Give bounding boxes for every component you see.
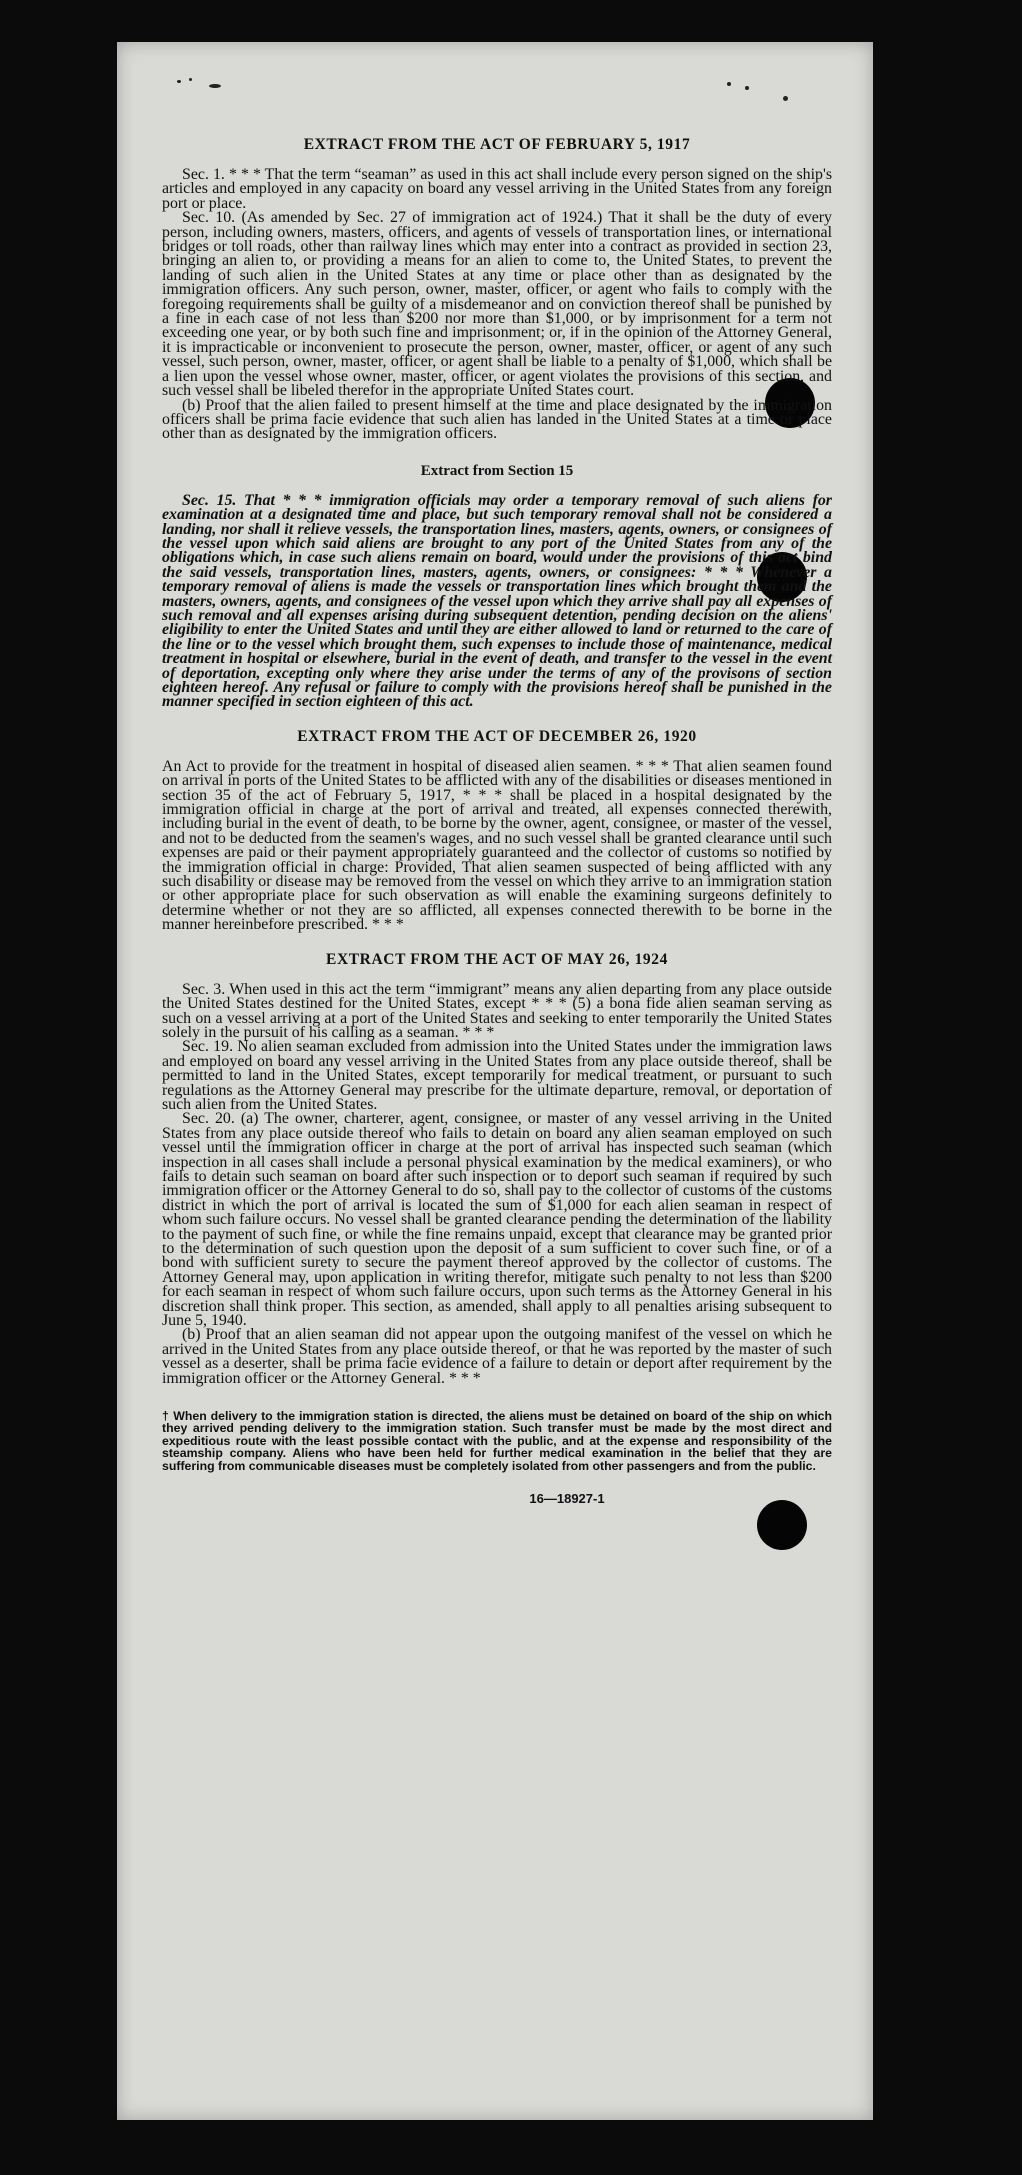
document-page bbox=[117, 42, 873, 2120]
document-body bbox=[162, 130, 832, 1507]
punch-hole bbox=[757, 1500, 807, 1550]
section-act-1924 bbox=[162, 951, 832, 1386]
footnote-text: † When delivery to the immigration station is directed, the aliens must be detained on board of the ship on which they arrived pending delivery to the immigration station. Such transfer must be made by the most direct and expeditious route with the least possible contact with the public, and at the expense and responsibility of the steamship company. Aliens who have been held for further medical examination in the belief that they are suffering from communicable diseases must be completely isolated from other passengers and from the public. bbox=[162, 1409, 832, 1473]
ink-speck bbox=[209, 84, 221, 88]
section-heading: EXTRACT FROM THE ACT OF FEBRUARY 5, 1917 bbox=[303, 136, 691, 153]
section-heading: EXTRACT FROM THE ACT OF MAY 26, 1924 bbox=[326, 950, 668, 968]
paragraph: Sec. 19. No alien seaman excluded from admission into the United States under the immigration laws and employed on board any vessel arriving in the United States from any place outside thereof, shall be permitted to land in the United States, except temporarily for medical treatment, or pursuant to such regulations as the Attorney General may prescribe for the ultimate departure, removal, or deportation of such alien from the United States. bbox=[162, 1038, 832, 1113]
section-act-1920 bbox=[162, 728, 832, 933]
ink-speck bbox=[189, 78, 192, 81]
section-act-1917 bbox=[162, 136, 832, 442]
form-number: 16—18927-1 bbox=[529, 1491, 605, 1507]
section-subheading: Extract from Section 15 bbox=[420, 462, 574, 479]
section-extract-15 bbox=[162, 462, 832, 710]
paragraph: Sec. 3. When used in this act the term “immigrant” means any alien departing from any place outside the United States destined for the United States, except * * * (5) a bona fide alien seaman serving as such on a vessel arriving at a port of the United States and seeking to enter temporarily the United States solely in the pursuit of his calling as a seaman. * * * bbox=[162, 980, 832, 1041]
paragraph: (b) Proof that the alien failed to present himself at the time and place designated by the immigration officers shall be prima facie evidence that such alien has landed in the United States at a time or place other than as designated by the immigration officers. bbox=[162, 396, 832, 443]
section-heading: EXTRACT FROM THE ACT OF DECEMBER 26, 1920 bbox=[297, 727, 697, 745]
ink-speck bbox=[727, 82, 731, 86]
footnote bbox=[162, 1410, 832, 1472]
paragraph: (b) Proof that an alien seaman did not appear upon the outgoing manifest of the vessel on which he arrived in the United States from any place outside thereof, or that he was reported by the master of such vessel as a deserter, shall be prima facie evidence of a failure to detain or deport after requirement by the immigration officer or the Attorney General. * * * bbox=[162, 1326, 832, 1387]
paragraph: Sec. 10. (As amended by Sec. 27 of immigration act of 1924.) That it shall be the duty of every person, including owners, masters, officers, and agents of vessels of transportation lines, or international bridges or toll roads, other than railway lines which may enter into a contract as provided in section 23, bringing an alien to, or providing a means for an alien to come to, the United States, to prevent the landing of such alien in the United States at any time or place other than as designated by the immigration officers. Any such person, owner, master, officer, or agent who fails to comply with the foregoing requirements shall be guilty of a misdemeanor and on conviction thereof shall be punished by a fine in each case of not less than $200 nor more than $1,000, or by imprisonment for a term not exceeding one year, or by both such fine and imprisonment; or, if in the opinion of the Attorney General, it is impracticable or inconvenient to prosecute the person, owner, master, officer, or agent of any such vessel, such person, owner, master, officer, or agent shall be liable to a penalty of $1,000, which shall be a lien upon the vessel whose owner, master, officer, or agent violates the provisions of this section, and such vessel shall be libeled therefor in the appropriate United States court. bbox=[162, 209, 832, 400]
paragraph: Sec. 15. That * * * immigration officials may order a temporary removal of such aliens for examination at a designated time and place, but such temporary removal shall not be considered a landing, nor shall it relieve vessels, the transportation lines, masters, agents, owners, or consignees of the vessel upon which said aliens are brought to any port of the United States from any of the obligations which, in case such aliens remain on board, would under the provisions of this act bind the said vessels, transportation lines, masters, agents, owners, or consignees: * * * Whenever a temporary removal of aliens is made the vessels or transportation lines which brought them and the masters, owners, agents, and consignees of the vessel upon which they arrive shall pay all expenses of such removal and all expenses arising during subsequent detention, pending decision on the aliens' eligibility to enter the United States and until they are either allowed to land or returned to the care of the line or to the vessel which brought them, such expenses to include those of maintenance, medical treatment in hospital or elsewhere, burial in the event of death, and transfer to the vessel in the event of deportation, excepting only where they arise under the terms of any of the provisons of section eighteen hereof. Any refusal or failure to comply with the provisions hereof shall be punished in the manner specified in section eighteen of this act. bbox=[162, 491, 832, 711]
paragraph: Sec. 1. * * * That the term “seaman” as used in this act shall include every person signed on the ship's articles and employed in any capacity on board any vessel arriving in the United States from any foreign port or place. bbox=[162, 166, 832, 212]
paragraph: Sec. 20. (a) The owner, charterer, agent, consignee, or master of any vessel arriving in the United States from any place outside thereof who fails to detain on board any alien seaman employed on such vessel until the immigration officer in charge at the port of arrival has inspected such seaman (which inspection in all cases shall include a personal physical examination by the medical examiners), or who fails to detain such seaman on board after such inspection or to deport such seaman if required by such immigration officer or the Attorney General to do so, shall pay to the collector of customs of the customs district in which the port of arrival is located the sum of $1,000 for each alien seaman in respect of whom such failure occurs. No vessel shall be granted clearance pending the determination of the liability to the payment of such fine, or while the fine remains unpaid, except that clearance may be granted prior to the determination of such question upon the deposit of a sum sufficient to cover such fine, or of a bond with sufficient surety to secure the payment thereof approved by the collector of customs. The Attorney General may, upon application in writing therefor, mitigate such penalty to not less than $200 for each seaman in respect of whom such failure occurs, upon such terms as the Attorney General in his discretion shall think proper. This section, as amended, shall apply to all penalties arising subsequent to June 5, 1940. bbox=[162, 1110, 832, 1330]
paragraph: An Act to provide for the treatment in hospital of diseased alien seamen. * * * That alien seamen found on arrival in ports of the United States to be afflicted with any of the disabilities or diseases mentioned in section 35 of the act of February 5, 1917, * * * shall be placed in a hospital designated by the immigration official in charge at the port of arrival and treated, all expenses connected therewith, including burial in the event of death, to be borne by the owner, agent, consignee, or master of the vessel, and not to be deducted from the seamen's wages, and no such vessel shall be granted clearance until such expenses are paid or their payment appropriately guaranteed and the collector of customs so notified by the immigration official in charge: Provided, That alien seamen suspected of being afflicted with any such disability or disease may be removed from the vessel on which they arrive to an immigration station or other appropriate place for such observation as will enable the examining surgeons definitely to determine whether or not they are so afflicted, all expenses connected therewith to be borne in the manner hereinbefore prescribed. * * * bbox=[162, 757, 832, 934]
ink-speck bbox=[783, 96, 788, 101]
ink-speck bbox=[177, 80, 181, 83]
ink-speck bbox=[745, 86, 749, 90]
